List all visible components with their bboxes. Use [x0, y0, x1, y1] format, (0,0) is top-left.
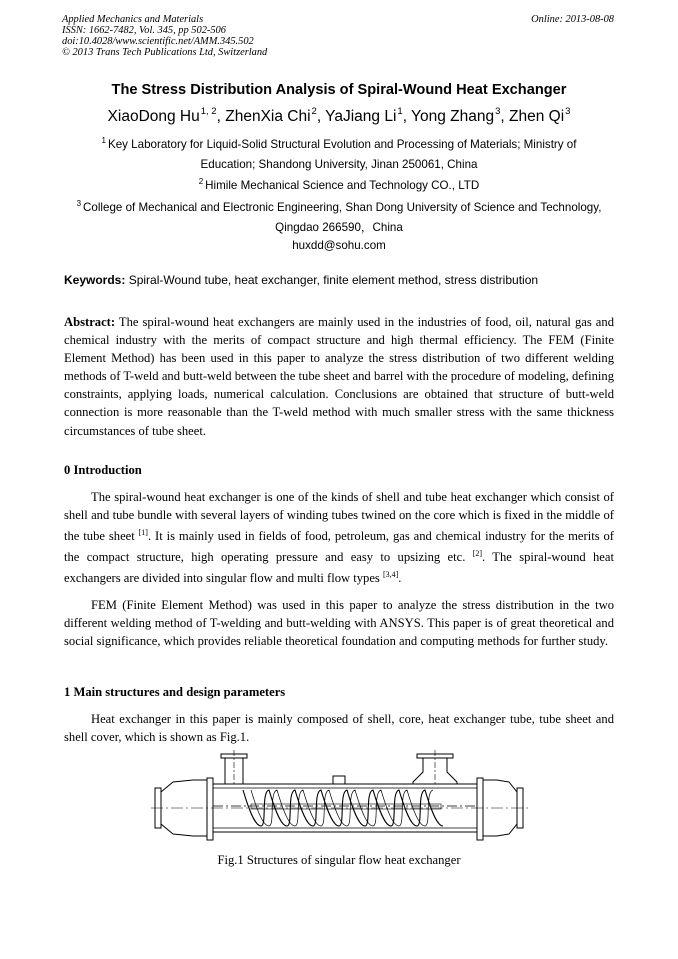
figure-caption: Fig.1 Structures of singular flow heat exchanger: [217, 853, 461, 867]
author: YaJiang Li$^1$,: [325, 106, 412, 125]
citation: [1]: [138, 528, 148, 538]
intro-paragraph-2: FEM (Finite Element Method) was used in this paper to analyze the stress distribution in the two different welding method of T-welding and butt-welding with ANSYS. This paper is of great theoretical and social significance, which provides reliable theoretical foundation and computing methods for further study.: [64, 598, 614, 649]
author: Yong Zhang$^3$,: [411, 106, 510, 125]
abstract-text: The spiral-wound heat exchangers are mainly used in the industries of food, oil, natural gas and chemical industry with the merits of compact structure and high thermal efficiency. The FEM (Finite Element Method) has been used in this paper to analyze the stress distribution of two different welding methods of T-weld and butt-weld between the tube sheet and barrel with the procedure of modeling, defining constraints, applying loads, numerical calculation. Conclusions are obtained that structure of butt-weld connection is more reasonable than the T-weld method with much smaller stress with the same thickness circumstances of tube sheet.: [64, 315, 614, 438]
author: Zhen Qi$^3$: [509, 106, 571, 125]
journal-name: Applied Mechanics and Materials: [62, 14, 204, 25]
author: XiaoDong Hu$^{1, 2}$,: [107, 106, 226, 125]
paper-title: The Stress Distribution Analysis of Spiral-Wound Heat Exchanger: [111, 82, 567, 98]
doi-line: doi:10.4028/www.scientific.net/AMM.345.502: [62, 36, 254, 47]
author-list: [0, 106, 678, 126]
affiliation-2: $^2$ Himile Mechanical Science and Technology CO., LTD: [198, 177, 480, 192]
right-tube-sheet: [477, 778, 483, 840]
section-heading-introduction: 0 Introduction: [64, 463, 142, 477]
author: ZhenXia Chi$^2$,: [225, 106, 326, 125]
author-email: huxdd@sohu.com: [292, 239, 386, 252]
abstract-label: Abstract:: [64, 315, 116, 329]
copyright-line: © 2013 Trans Tech Publications Ltd, Switzerland: [62, 47, 268, 58]
structures-paragraph-1: Heat exchanger in this paper is mainly composed of shell, core, heat exchanger tube, tube sheet and shell cover, which is shown as Fig.1.: [64, 712, 614, 745]
left-tube-sheet: [207, 778, 213, 840]
keywords-label: Keywords:: [64, 273, 126, 287]
top-port: [333, 776, 345, 784]
heat-exchanger-drawing: [151, 748, 529, 846]
intro-paragraph-1: The spiral-wound heat exchanger is one of the kinds of shell and tube heat exchanger which consist of shell and tube bundle with several layers of winding tubes twined on the core which is fixed in the middle of the tube sheet [1]. It is mainly used in fields of food, petroleum, gas and chemical industry for the merits of the compact structure, high operating pressure and easy to upsizing etc. [2]. The spiral-wound heat exchangers are divided into singular flow and multi flow types [3,4].: [64, 490, 614, 586]
journal-header: [62, 14, 267, 58]
citation: [3,4]: [382, 570, 399, 580]
issn-line: ISSN: 1662-7482, Vol. 345, pp 502-506: [62, 25, 226, 36]
keywords: [64, 273, 538, 287]
abstract: [64, 313, 614, 440]
affiliation-3: $^3$ College of Mechanical and Electronic Engineering, Shan Dong University of Science and Technology, Qingdao 266590，China: [76, 199, 602, 234]
section-heading-structures: 1 Main structures and design parameters: [64, 685, 286, 699]
citation: [2]: [472, 549, 483, 559]
online-date: Online: 2013-08-08: [531, 14, 614, 25]
keywords-text: Spiral-Wound tube, heat exchanger, finite element method, stress distribution: [125, 273, 539, 287]
affiliation-1: $^1$ Key Laboratory for Liquid-Solid Structural Evolution and Processing of Materials; Ministry of Education; Shandong University, Jinan 250061, China: [101, 136, 577, 171]
